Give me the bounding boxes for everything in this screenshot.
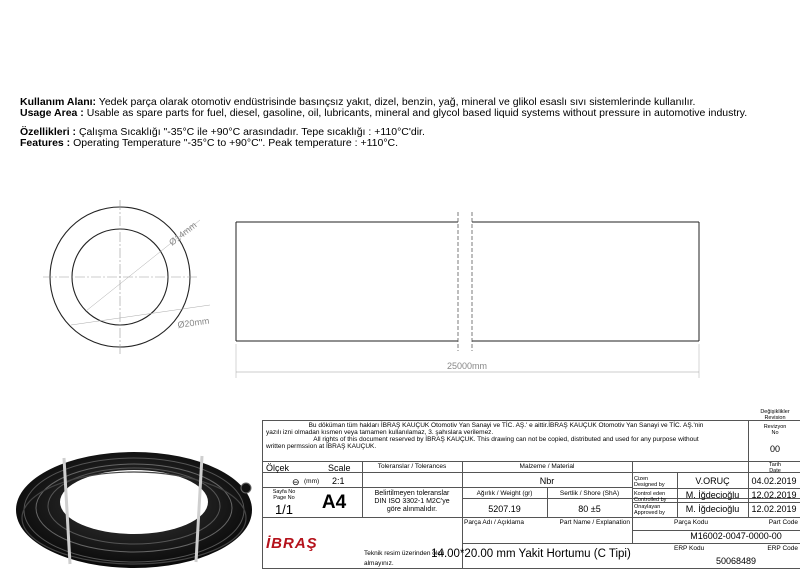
copyright-line-3: All rights of this document reserved by İBRAŞ KAUÇUK. This drawing can not be copied, distributed and used for any purpose without (313, 436, 699, 443)
approved-date: 12.02.2019 (751, 504, 797, 514)
tolerance-note (362, 490, 462, 514)
revision-no-header (750, 424, 800, 436)
measurement-note (364, 550, 444, 567)
length-label: 25000mm (446, 361, 488, 371)
scale-value: 2:1 (332, 476, 345, 486)
approved-header (634, 504, 665, 516)
part-name-value: 14.00*20.00 mm Yakit Hortumu (C Tipi) (431, 548, 631, 560)
designed-en: Designed by (634, 482, 665, 488)
tolerance-line-3: göre alınmalıdır. (386, 506, 438, 513)
revision-header-tr: Değişiklikler (760, 409, 790, 415)
features-tr-label: Özellikleri : (20, 126, 77, 138)
date-header (750, 462, 800, 474)
company-logo: İBRAŞ (266, 535, 318, 552)
hardness-value: 80 ±5 (578, 504, 601, 514)
tolerance-line-1: Belirtilmeyen toleranslar (374, 490, 450, 497)
page-value: 1/1 (274, 502, 294, 517)
copyright-line-4: written permssion at İBRAŞ KAUÇUK. (266, 443, 377, 450)
features-en-text: Operating Temperature "-35°C to +90°C". Peak temperature : +110°C. (70, 137, 399, 149)
hardness-header: Sertlik / Shore (ShA) (559, 490, 620, 497)
designed-date: 04.02.2019 (751, 476, 797, 486)
revision-header-en: Revision (764, 415, 786, 421)
hose-cross-section (43, 200, 210, 354)
revision-header (750, 409, 800, 421)
approved-en: Approved by (634, 510, 665, 516)
material-value: Nbr (539, 476, 555, 486)
copyright-line-2: yazılı izni olmadan kısmen veya tamamen kullanılamaz, 3. şahıslara verilemez. (266, 429, 494, 436)
erp-header-tr: ERP Kodu (674, 545, 705, 552)
approved-tr: Onaylayan (634, 504, 661, 510)
outer-diameter-label: Ø20mm (176, 315, 210, 330)
controlled-tr: Kontrol eden (634, 491, 666, 497)
page-no-tr: Sayfa No (272, 489, 296, 495)
copyright-notice (266, 422, 746, 450)
scale-label: Scale (328, 463, 351, 473)
approved-by: M. İğdecioğlu (685, 504, 740, 514)
usage-tr-label: Kullanım Alanı: (20, 96, 97, 108)
inner-diameter-label: Ø14mm (167, 219, 199, 248)
olcek-label: Ölçek (266, 463, 290, 473)
erp-code-value: 50068489 (715, 556, 757, 566)
features-tr-text: Çalışma Sıcaklığı "-35°C ile +90°C arasındadır. Tepe sıcaklığı : +110°C'dir. (76, 126, 425, 138)
designed-header (634, 476, 665, 488)
unit-label: (mm) (304, 478, 320, 485)
date-header-tr: Tarih (769, 462, 781, 468)
paper-size: A4 (321, 492, 347, 513)
revision-no-tr: Revizyon (763, 424, 787, 430)
page-no-header (264, 489, 304, 501)
controlled-en: Controlled by (634, 497, 667, 503)
weight-value: 5207.19 (488, 504, 521, 514)
note-line-2: almayınız. (364, 560, 394, 567)
weight-header: Ağırlık / Weight (gr) (476, 490, 533, 497)
hose-side-view (236, 212, 699, 378)
page-no-en: Page No (273, 495, 295, 501)
controlled-header (634, 491, 666, 503)
copyright-line-1: Bu döküman tüm hakları İBRAŞ KAUÇUK Otomotiv Yan Sanayi ve TİC. AŞ.' e aittir.İBRAŞ KAUÇUK Otomotiv Yan Sanayi ve TİC. AŞ.'nin (308, 422, 704, 429)
part-code-header-tr: Parça Kodu (674, 519, 708, 526)
tolerance-line-2: DIN ISO 3302-1 M2C'ye (374, 498, 450, 505)
usage-en-label: Usage Area : (20, 107, 84, 119)
part-code-value: M16002-0047-0000-00 (690, 531, 782, 541)
designed-tr: Çizen (634, 476, 649, 482)
date-header-en: Date (769, 468, 781, 474)
part-name-header-en: Part Name / Explanation (559, 519, 630, 526)
material-header: Malzeme / Material (519, 463, 575, 470)
revision-no: 00 (769, 444, 780, 454)
revision-no-en: No (771, 430, 779, 436)
controlled-date: 12.02.2019 (751, 490, 797, 500)
features-en-label: Features : (20, 137, 71, 149)
part-name-header-tr: Parça Adı / Açıklama (464, 519, 524, 526)
designed-by: V.ORUÇ (695, 476, 730, 486)
usage-en-text: Usable as spare parts for fuel, diesel, gasoline, oil, lubricants, mineral and glycol based liquid systems without pressure in automotive industry. (83, 107, 748, 119)
hose-coil-photo (6, 428, 258, 569)
title-block (262, 409, 800, 569)
tolerance-header: Toleranslar / Tolerances (377, 463, 447, 470)
erp-header-en: ERP Code (767, 545, 798, 552)
controlled-by: M. İğdecioğlu (685, 490, 740, 500)
part-code-header-en: Part Code (768, 519, 798, 526)
note-line-1: Teknik resim üzerinden ölçü (364, 550, 445, 557)
usage-tr-text: Yedek parça olarak otomotiv endüstrisinde basınçsız yakıt, dizel, benzin, yağ, mineral ve glikol esaslı sıvı sistemlerinde kullanılır. (96, 96, 696, 108)
projection-symbol-icon: ⊖ (292, 477, 300, 487)
